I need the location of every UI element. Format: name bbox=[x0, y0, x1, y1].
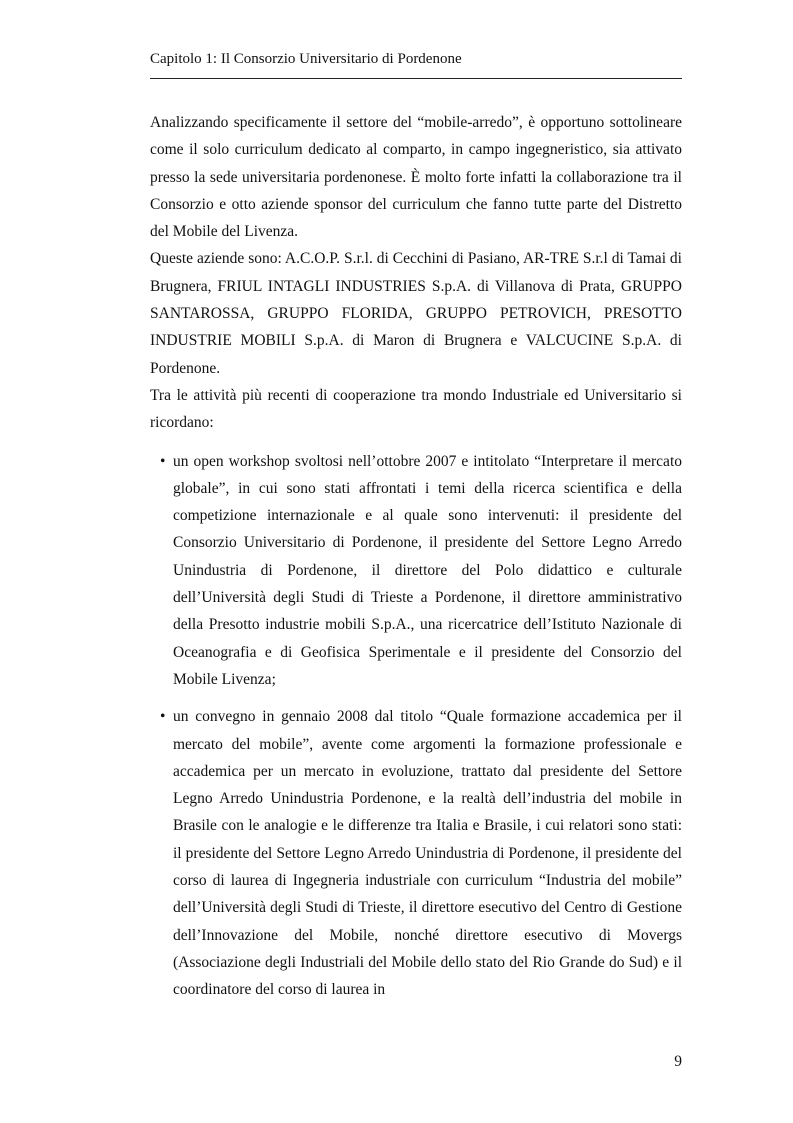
paragraph-activities: Tra le attività più recenti di cooperazione tra mondo Industriale ed Universitario si ricordano: bbox=[150, 386, 682, 432]
running-header: Capitolo 1: Il Consorzio Universitario di Pordenone bbox=[150, 51, 462, 67]
list-item-conference bbox=[150, 703, 682, 1003]
bullet-icon: • bbox=[160, 708, 166, 726]
paragraph-intro: Analizzando specificamente il settore del “mobile-arredo”, è opportuno sottolineare come il solo curriculum dedicato al comparto, in campo ingegneristico, sia attivato presso la sede universitaria pordenonese. È molto forte infatti la collaborazione tra il Consorzio e otto aziende sponsor del curriculum che fanno tutte parte del Distretto del Mobile del Livenza. bbox=[150, 114, 682, 241]
paragraph-companies: Queste aziende sono: A.C.O.P. S.r.l. di Cecchini di Pasiano, AR-TRE S.r.l di Tamai di Brugnera, FRIUL INTAGLI INDUSTRIES S.p.A. di Villanova di Prata, GRUPPO SANTAROSSA, GRUPPO FLORIDA, GRUPPO PETROVICH, PRESOTTO INDUSTRIE MOBILI S.p.A. di Maron di Brugnera e VALCUCINE S.p.A. di Pordenone. bbox=[150, 250, 682, 377]
header-divider bbox=[150, 78, 682, 79]
list-item-text: un open workshop svoltosi nell’ottobre 2007 e intitolato “Interpretare il mercato globale”, in cui sono stati affrontati i temi della ricerca scientifica e della competizione internazionale e al quale sono intervenuti: il presidente del Consorzio Universitario di Pordenone, il presidente del Settore Legno Arredo Unindustria di Pordenone, il direttore del Polo didattico e culturale dell’Università degli Studi di Trieste a Pordenone, il direttore amministrativo della Presotto industrie mobili S.p.A., una ricercatrice dell’Istituto Nazionale di Oceanografia e di Geofisica Sperimentale e il presidente del Consorzio del Mobile Livenza; bbox=[173, 452, 682, 688]
list-item-workshop bbox=[150, 448, 682, 694]
list-item-text: un convegno in gennaio 2008 dal titolo “Quale formazione accademica per il mercato del mobile”, avente come argomenti la formazione professionale e accademica per un mercato in evoluzione, trattato dal presidente del Settore Legno Arredo Unindustria Pordenone, e la realtà dell’industria del mobile in Brasile con le analogie e le differenze tra Italia e Brasile, i cui relatori sono stati: il presidente del Settore Legno Arredo Unindustria di Pordenone, il presidente del corso di laurea di Ingegneria industriale con curriculum “Industria del mobile” dell’Università degli Studi di Trieste, il direttore esecutivo del Centro di Gestione dell’Innovazione del Mobile, nonché direttore esecutivo di Movergs (Associazione degli Industriali del Mobile dello stato del Rio Grande do Sud) e il coordinatore del corso di laurea in bbox=[173, 708, 682, 999]
activities-list bbox=[150, 448, 682, 1004]
page-number: 9 bbox=[674, 1053, 682, 1070]
bullet-icon: • bbox=[160, 452, 166, 470]
body-text bbox=[150, 109, 682, 1014]
